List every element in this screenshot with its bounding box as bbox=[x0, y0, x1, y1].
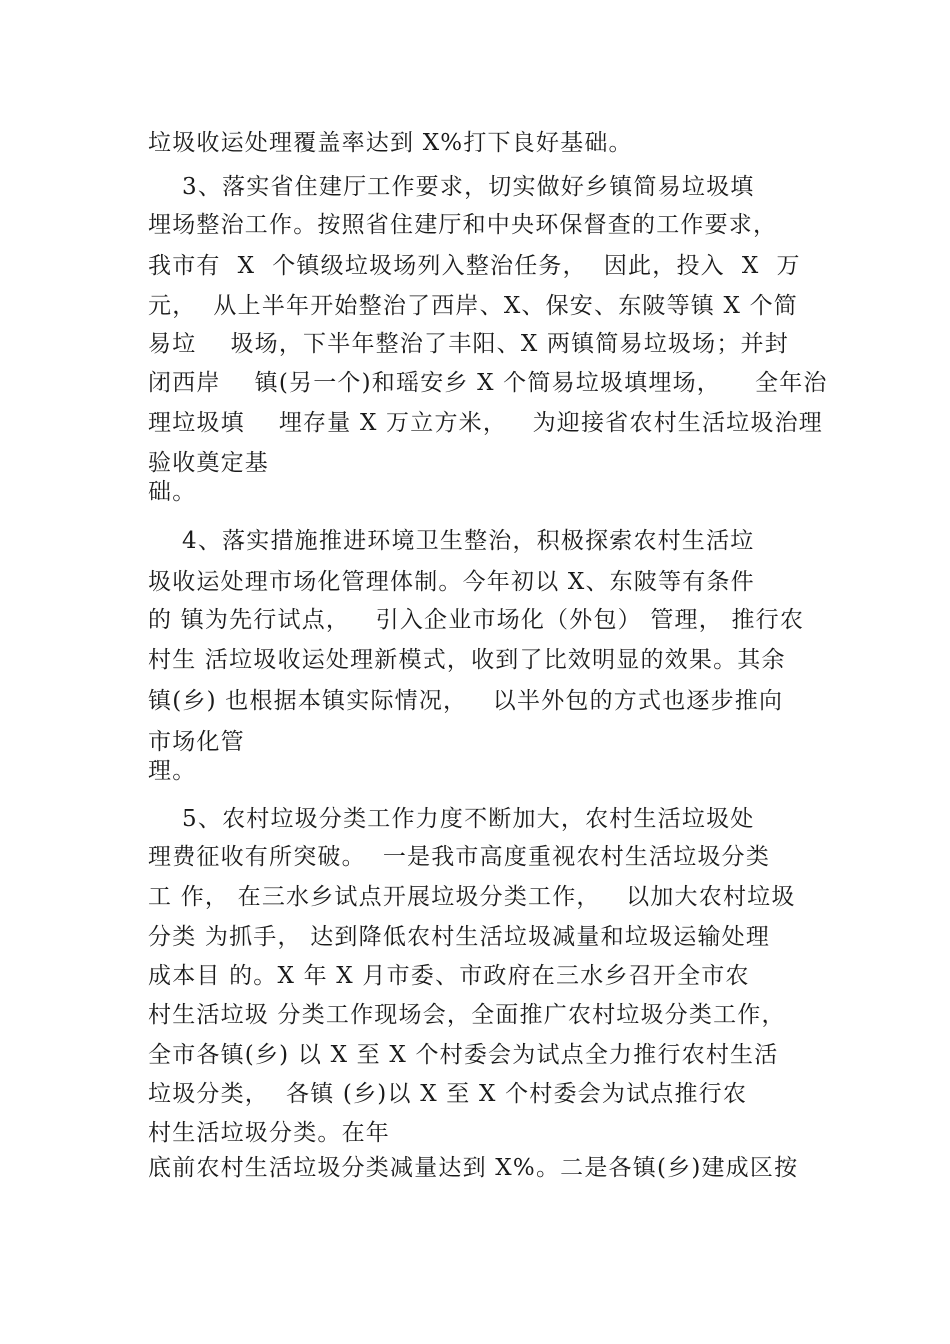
text-line: 村生 活垃圾收运处理新模式，收到了比效明显的效果。其余 bbox=[148, 647, 786, 673]
text-line: 元， 从上半年开始整治了西岸、X、保安、东陂等镇 X 个简 bbox=[148, 293, 798, 319]
text-line: 埋场整治工作。按照省住建厅和中央环保督查的工作要求， bbox=[148, 212, 778, 238]
text-line: 易垃 圾场，下半年整治了丰阳、X 两镇简易垃圾场；并封 bbox=[148, 331, 789, 357]
text-line: 础。 bbox=[148, 479, 197, 505]
text-line: 理。 bbox=[148, 758, 197, 784]
text-line: 理垃圾填 埋存量 X 万立方米， 为迎接省农村生活垃圾治理 bbox=[148, 410, 823, 436]
text-line: 我市有 X 个镇级垃圾场列入整治任务， 因此，投入 X 万 bbox=[148, 253, 801, 279]
text-line: 村生活垃圾 分类工作现场会，全面推广农村垃圾分类工作， bbox=[148, 1002, 786, 1028]
text-line: 底前农村生活垃圾分类减量达到 X%。二是各镇(乡)建成区按 bbox=[148, 1155, 799, 1181]
text-line: 3、落实省住建厅工作要求，切实做好乡镇简易垃圾填 bbox=[148, 174, 755, 200]
text-line: 垃圾收运处理覆盖率达到 X%打下良好基础。 bbox=[148, 130, 633, 156]
text-line: 成本目 的。X 年 X 月市委、市政府在三水乡召开全市农 bbox=[148, 963, 750, 989]
text-line: 全市各镇(乡) 以 X 至 X 个村委会为试点全力推行农村生活 bbox=[148, 1042, 779, 1068]
text-line: 闭西岸 镇(另一个)和瑶安乡 X 个简易垃圾填埋场， 全年治 bbox=[148, 370, 828, 396]
text-line: 验收奠定基 bbox=[148, 450, 269, 476]
text-line: 镇(乡) 也根据本镇实际情况， 以半外包的方式也逐步推向 bbox=[148, 688, 784, 714]
text-line: 的 镇为先行试点， 引入企业市场化（外包） 管理， 推行农 bbox=[148, 607, 805, 633]
text-line: 5、农村垃圾分类工作力度不断加大，农村生活垃圾处 bbox=[148, 806, 755, 832]
text-line: 工 作， 在三水乡试点开展垃圾分类工作， 以加大农村垃圾 bbox=[148, 884, 796, 910]
text-line: 市场化管 bbox=[148, 729, 245, 755]
text-line: 理费征收有所突破。 一是我市高度重视农村生活垃圾分类 bbox=[148, 844, 771, 870]
text-line: 村生活垃圾分类。在年 bbox=[148, 1120, 390, 1146]
text-line: 圾收运处理市场化管理体制。今年初以 X、东陂等有条件 bbox=[148, 569, 755, 595]
text-line: 垃圾分类， 各镇 (乡)以 X 至 X 个村委会为试点推行农 bbox=[148, 1081, 748, 1107]
text-line: 4、落实措施推进环境卫生整治，积极探索农村生活垃 bbox=[148, 528, 755, 554]
text-line: 分类 为抓手， 达到降低农村生活垃圾减量和垃圾运输处理 bbox=[148, 924, 771, 950]
